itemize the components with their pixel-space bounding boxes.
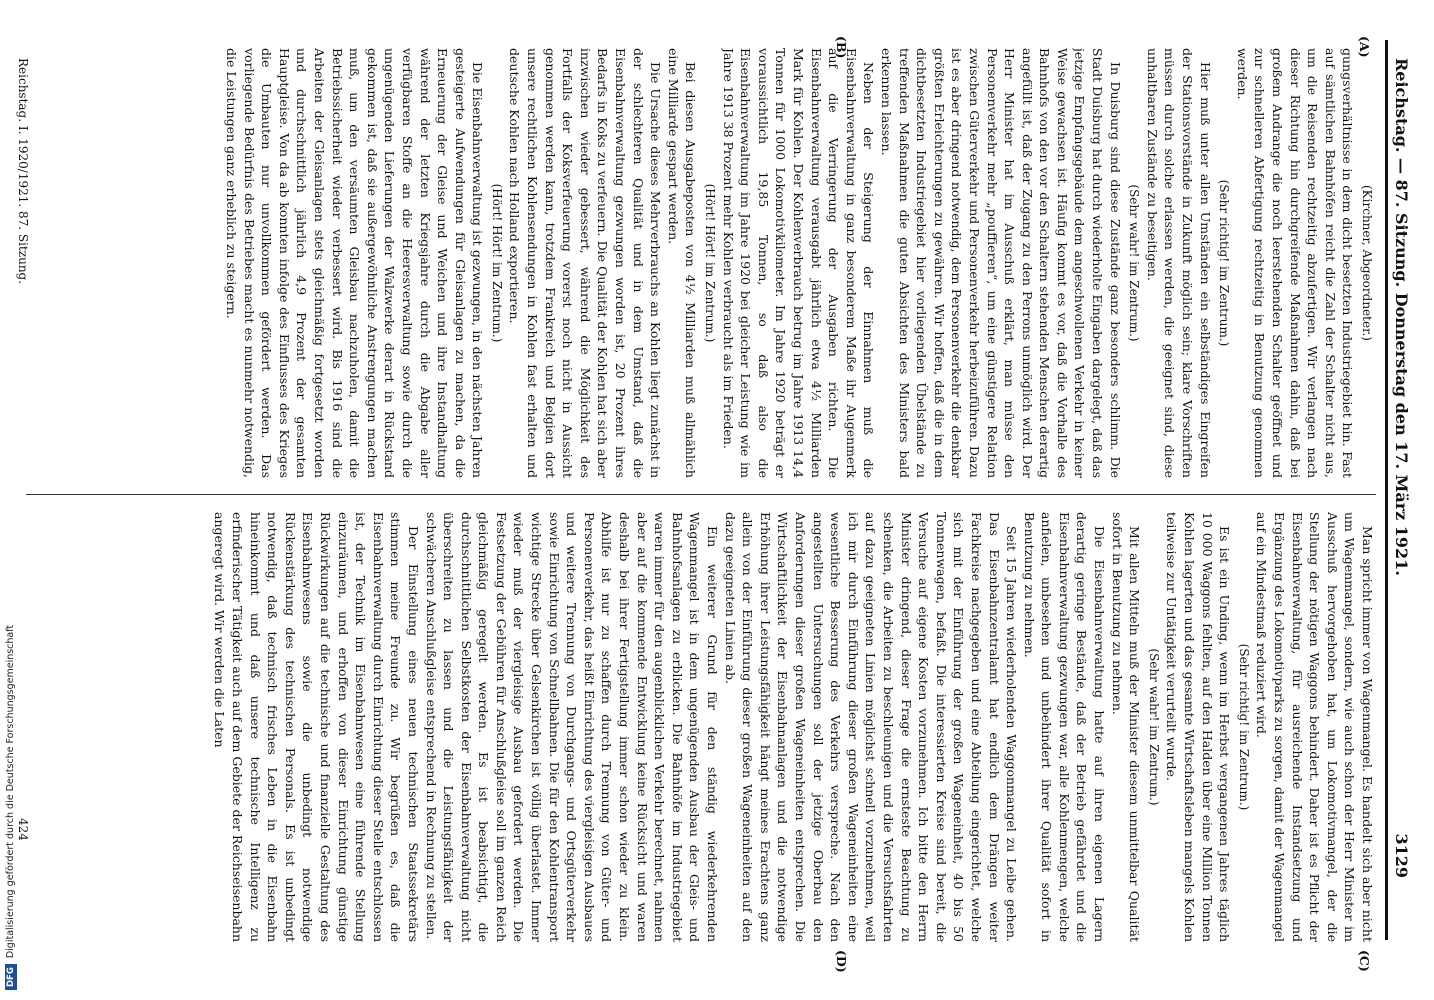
page-number: 3129 xyxy=(1392,833,1411,878)
paragraph: gungsverhältnisse in dem dicht besetzten Industriegebiet hin. Fast auf sämtlichen Bahnhöfen reicht die Zahl der Schalter nicht aus, um die Reisenden rechtzeitig abzufertigen. Wir verlangen nach dieser Richtung hin durchgreifende Maßnahmen dahin, daß bei großem Andrange die noch leerstehenden Schalter geöffnet und zur schnelleren Abfertigung rechtzeitig in Benutzung genommen werden. xyxy=(1234,48,1356,478)
paragraph: Die Ursache dieses Mehrverbrauchs an Kohlen liegt zunächst in der schlechteren Qualität und in dem Umstand, daß die Eisenbahnverwaltung gezwungen worden ist, 20 Prozent ihres Bedarfs in Koks zu verfeuern. Die Qualität der Kohlen hat sich aber inzwischen wieder gebessert, während die Möglichkeit des Fortfalls der Koksverfeuerung vorerst noch nicht in Aussicht genommen werden kann, trotzdem Frankreich und Belgien dort unsere rechtlichen Kohlensendungen in Kohlen fast erhalten und deutsche Kohlen nach Holland exportieren. xyxy=(507,48,664,478)
paragraph: Man spricht immer von Wagenmangel. Es handelt sich aber nicht um Wagenmangel, sondern, wie auch schon der Herr Minister im Ausschuß hervorgehoben hat, um Lokomotivmangel, der die Stellung der nötigen Waggons behindert. Daher ist es Pflicht der Eisenbahnverwaltung, für ausreichende Instandsetzung und Ergänzung des Lokomotivparks zu sorgen, damit der Wagenmangel auf ein Mindestmaß reduziert wird. xyxy=(1254,512,1375,942)
paragraph: Hier muß unter allen Umständen ein selbständiges Eingreifen der Stationsvorstände in Zukunft möglich sein; klare Vorschriften müssen durch solche erlassen werden, die geeignet sind, diese unhaltbaren Zustände zu beseitigen. xyxy=(1144,48,1213,478)
credit-text-row xyxy=(2,0,20,990)
left-column xyxy=(36,48,1376,478)
interjection: (Sehr wahr! im Zentrum.) xyxy=(1127,184,1142,342)
paragraph: Mit allen Mitteln muß der Minister diesem unmittelbar Qualität sofort in Benutzung zu nehmen. xyxy=(1109,512,1143,942)
interjection: (Hört! Hört! im Zentrum.) xyxy=(703,183,718,343)
paragraph: Seit 15 Jahren wiederholenden Waggonmangel zu Leibe gehen. Das Eisenbahnzentralamt hat endlich dem Drängen weiter Fachkreise nachgegeben und eine Abteilung eingerichtet, welche sich mit der Einführung der großen Wageneinheit, 40 bis 50 Tonnenwagen, befaßt. Die interessierten Kreise sind bereit, die Versuche auf eigene Kosten vorzunehmen. Ich bitte den Herrn Minister dringend, dieser Frage die ernsteste Beachtung zu schenken, die Arbeiten zu beschleunigen und die Versuchsfahrten auf dazu geeigneten Linien möglichst schnell vorzunehmen, weil ich mir durch Einführung dieser großen Wageneinheiten eine wesentliche Besserung des Verkehrs verspreche. Nach den angestellten Untersuchungen soll der jetzige Oberbau den Anforderungen dieser großen Wageneinheiten entsprechen. Die Wirtschaftlichkeit der Eisenbahnanlagen und die notwendige Erhöhung ihrer Leistungsfähigkeit hängt meines Erachtens ganz allein von der Einführung dieser großen Wageneinheiten auf den dazu geeigneten Linien ab. xyxy=(722,512,1020,942)
paragraph: Die Eisenbahnverwaltung hatte auf ihren eigenen Lagern derartig geringe Bestände, daß der Betrieb gefährdet und die Eisenbahnverwaltung gezwungen war, alle Kohlenmengen, welche anfielen, unbesehen und unbehindert ihrer Qualität sofort in Benutzung zu nehmen. xyxy=(1021,512,1108,942)
interjection: (Sehr richtig! im Zentrum.) xyxy=(1217,179,1232,347)
page-header xyxy=(1390,58,1412,878)
margin-mark-a: (A) xyxy=(1357,36,1372,58)
digitization-credit xyxy=(2,0,20,1000)
dfg-logo: DFG xyxy=(5,964,17,990)
credit-text: Digitalisierung gefördert durch die Deutsche Forschungsgemeinschaft xyxy=(5,624,16,959)
interjection: (Hört! Hört! im Zentrum.) xyxy=(489,183,504,343)
header-rule xyxy=(1385,40,1388,940)
paragraph: Es ist ein Unding, wenn im Herbst vergangenen Jahres täglich 10 000 Waggons fehlten, auf den Halden über eine Million Tonnen Kohlen lagerten und das gesamte Wirtschaftsleben mangels Kohlen teilweise zur Untätigkeit verurteilt wurde. xyxy=(1164,512,1233,942)
margin-mark-c: (C) xyxy=(1357,950,1372,972)
interjection: (Sehr wahr! im Zentrum.) xyxy=(1146,648,1161,806)
footer-page-number: 424 xyxy=(16,818,30,841)
paragraph: In Duisburg sind diese Zustände ganz besonders schlimm. Die Stadt Duisburg hat durch wiederholte Eingaben dargelegt, daß das jetzige Empfangsgebäude dem angeschwollenen Verkehr in keiner Weise gewachsen ist. Häufig kommt es vor, daß die Vorhalle des Bahnhofs von den vor den Schaltern stehenden Menschen derartig angefüllt ist, daß der Zugang zu den Perrons unmöglich wird. Der Herr Minister hat im Ausschuß erklärt, man müsse den Personenverkehr mehr „pouffieren“, um eine günstigere Relation zwischen Güterverkehr und Personenverkehr herbeizuführen. Dazu ist es aber dringend notwendig, dem Personenverkehr die denkbar größten Erleichterungen zu gewähren. Wir hoffen, daß die in dem dichtbesetzten Industriegebiet hier vorliegenden Übelstände zu treffenden Maßnahmen die guten Absichten des Ministers bald erkennen lassen. xyxy=(878,48,1123,478)
header-title: Reichstag. — 87. Sitzung. Donnerstag den 17. März 1921. xyxy=(1392,58,1411,576)
margin-mark-b: (B) xyxy=(834,36,849,59)
speaker-label: (Kirchner, Abgeordneter.) xyxy=(1360,185,1374,341)
margin-mark-d: (D) xyxy=(834,950,849,973)
footer-source: Reichstag. I. 1920/1921. 87. Sitzung. xyxy=(16,58,30,285)
right-column xyxy=(36,512,1376,942)
paragraph: Die Eisenbahnverwaltung ist gezwungen, in den nächsten Jahren gesteigerte Aufwendungen für Gleisanlagen zu machen, da die Erneuerung der Gleise und Weichen und ihre Instandhaltung während der letzten Kriegsjahre durch die Abgabe aller verfügbaren Stoffe an die Heeresverwaltung sowie durch die ungenügenden Lieferungen der Walzwerke derart in Rückstand gekommen ist, daß sie außergewöhnliche Anstrengungen machen muß, um den versäumten Gleisbau nachzuholen, damit die Betriebssicherheit wieder verbessert wird. Bis 1916 sind die Arbeiten der Gleisanlagen stets gleichmäßig fortgesetzt worden und durchschnittlich jährlich 4,9 Prozent der gesamten Hauptgleise. Von da ab konnten infolge des Einflusses des Krieges die Umbauten nur unvollkommen gefördert werden. Das vorliegende Bedürfnis des Betriebes macht es nunmehr notwendig, die Leistungen ganz erheblich zu steigern. xyxy=(224,48,486,478)
interjection: (Sehr richtig! im Zentrum.) xyxy=(1236,643,1251,811)
column-divider xyxy=(26,494,1376,495)
paragraph: Der Einstellung eines neuen technischen Staatssekretärs stimmen meine Freunde zu. Wir begrüßen es, daß die Eisenbahnverwaltung durch Einrichtung dieser Stelle entschlossen ist, der Technik im Eisenbahnwesen eine führende Stellung einzuräumen, und erhoffen von dieser Einrichtung günstige Rückwirkungen auf die technische und finanzielle Gestaltung des Eisenbahnwesens sowie die unbedingt notwendige Rückenstärkung des technischen Personals. Es ist unbedingt notwendig, daß technisch frisches Leben in die Eisenbahn hineinkommt und daß unsere technische Intelligenz zu erfinderischer Tätigkeit auch auf dem Gebiete der Reichseisenbahn angeregt wird. Wir werden die Laten xyxy=(212,512,421,942)
paragraph: Bei diesen Ausgabeposten von 4½ Milliarden muß allmählich eine Milliarde gespart werden. xyxy=(665,48,699,478)
paragraph: Ein weiterer Grund für den ständig wiederkehrenden Wagenmangel ist in dem ungenügenden Ausbau der Gleis- und Bahnhofsanlagen zu erblicken. Die Bahnhöfe im Industriegebiet waren immer für den augenblicklichen Verkehr berechnet, nahmen aber auf die kommende Entwicklung keine Rücksicht und waren deshalb bei ihrer Fertigstellung immer schon wieder zu klein. Abhilfe ist nur zu schaffen durch Trennung von Güter- und Personenverkehr, das heißt Einrichtung des viergleisigen Ausbaues und weitere Trennung von Durchgangs- und Ortsgüterverkehr sowie Einrichtung von Schnellbahnen. Die für den Kohlentransport wichtige Strecke über Gelsenkirchen ist völlig überlastet. Immer wieder muß der viergleisige Ausbau gefordert werden. Die Festsetzung der Gebühren für Anschlußgleise soll im ganzen Reich gleichmäßig geregelt werden. Es ist beabsichtigt, die durchschnittlichen Selbstkosten der Eisenbahnverwaltung nicht überschreiten zu lassen und die Leistungsfähigkeit der schwächeren Anschlußgleise entsprechend in Rechnung zu stellen. xyxy=(423,512,721,942)
paragraph: Neben der Steigerung der Einnahmen muß die Eisenbahnverwaltung in ganz besonderem Maße ihr Augenmerk auf die Verringerung der Ausgaben richten. Die Eisenbahnverwaltung verausgabt jährlich etwa 4½ Milliarden Mark für Kohlen. Der Kohlenverbrauch betrug im Jahre 1913 14,4 Tonnen für 1000 Lokomotivkilometer. Im Jahre 1920 beträgt er voraussichtlich 19,85 Tonnen, so daß also die Eisenbahnverwaltung im Jahre 1920 bei gleicher Leistung wie im Jahre 1913 38 Prozent mehr Kohlen verbraucht als im Frieden. xyxy=(720,48,877,478)
